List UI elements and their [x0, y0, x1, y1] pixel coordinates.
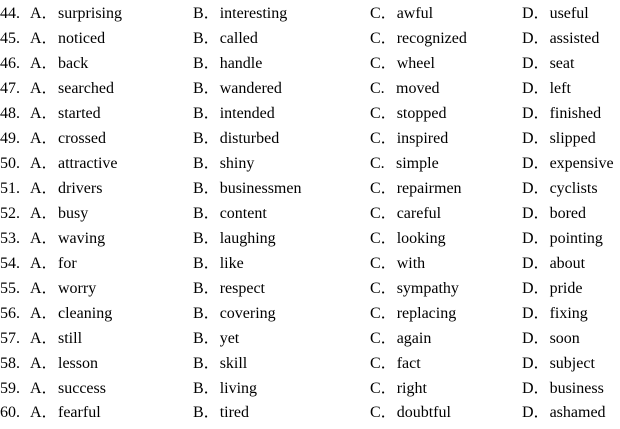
option-d-word: soon [549, 330, 580, 347]
option-c [370, 376, 427, 401]
option-b-word: living [219, 380, 258, 397]
question-row [0, 251, 620, 276]
option-a [30, 201, 88, 226]
option-d-word: pointing [549, 230, 603, 247]
option-b [193, 76, 282, 101]
option-b-word: handle [219, 55, 263, 72]
option-b [193, 351, 247, 376]
option-b [193, 226, 276, 251]
option-d-word: finished [549, 105, 602, 122]
option-a-word: fearful [58, 404, 101, 421]
option-b [193, 376, 257, 401]
question-number: 45. [0, 30, 20, 47]
option-c-word: sympathy [396, 280, 459, 297]
question-number: 47. [0, 80, 20, 97]
option-c-letter: C． [370, 255, 397, 272]
option-c [370, 251, 425, 276]
option-d-letter: D． [522, 5, 550, 22]
option-c-word: moved [396, 80, 440, 97]
option-d-letter: D． [522, 105, 550, 122]
question-row [0, 176, 620, 201]
option-d-word: bored [549, 205, 586, 222]
option-b-letter: B． [193, 330, 220, 347]
option-c [370, 301, 456, 326]
option-a-word: still [58, 330, 83, 347]
option-a [30, 326, 82, 351]
question-number: 51. [0, 180, 20, 197]
option-d [522, 51, 574, 76]
option-d-letter: D． [522, 80, 550, 97]
option-c-letter: C． [370, 105, 397, 122]
option-b [193, 51, 262, 76]
option-b-letter: B． [193, 105, 220, 122]
question-number: 48. [0, 105, 20, 122]
option-a [30, 26, 105, 51]
option-a-letter: A． [30, 155, 58, 172]
option-c [370, 326, 431, 351]
option-c [370, 151, 439, 176]
option-a [30, 251, 77, 276]
question-number: 50. [0, 155, 20, 172]
option-d [522, 26, 599, 51]
option-b-word: interesting [219, 5, 288, 22]
option-c [370, 101, 446, 126]
option-d [522, 126, 596, 151]
option-d-letter: D． [522, 55, 550, 72]
option-c-word: right [396, 380, 427, 397]
option-c [370, 176, 462, 201]
option-c-word: fact [396, 355, 421, 372]
option-c [370, 26, 467, 51]
option-c [370, 51, 435, 76]
option-c-word: inspired [396, 130, 449, 147]
option-a-word: crossed [58, 130, 106, 147]
option-a-letter: A． [30, 255, 58, 272]
question-number: 54. [0, 255, 20, 272]
option-a [30, 1, 122, 26]
option-b-word: shiny [219, 155, 255, 172]
option-b [193, 1, 287, 26]
question-row [0, 276, 620, 301]
option-d-letter: D． [522, 230, 550, 247]
option-c [370, 126, 448, 151]
option-b-word: respect [219, 280, 265, 297]
option-d-word: fixing [549, 305, 588, 322]
option-c [370, 276, 459, 301]
option-d-letter: D． [522, 205, 550, 222]
question-number: 58. [0, 355, 20, 372]
option-a [30, 226, 105, 251]
option-d-letter: D． [522, 355, 550, 372]
option-c-word: wheel [396, 55, 435, 72]
question-row [0, 400, 620, 425]
question-number: 53. [0, 230, 20, 247]
option-d-word: left [549, 80, 571, 97]
question-number: 59. [0, 380, 20, 397]
question-number: 44. [0, 5, 20, 22]
option-b [193, 126, 279, 151]
option-b-word: wandered [219, 80, 282, 97]
option-a [30, 276, 96, 301]
option-a [30, 126, 106, 151]
option-d-letter: D． [522, 380, 550, 397]
option-c [370, 201, 441, 226]
option-b [193, 301, 276, 326]
option-a-word: surprising [58, 5, 122, 22]
option-c-letter: C． [370, 305, 397, 322]
option-b-word: skill [219, 355, 248, 372]
question-number: 56. [0, 305, 20, 322]
option-a-letter: A． [30, 205, 58, 222]
option-c-word: repairmen [396, 180, 462, 197]
option-b-letter: B． [193, 280, 220, 297]
option-d-word: pride [549, 280, 583, 297]
option-d-letter: D． [522, 30, 550, 47]
option-d-letter: D． [522, 404, 550, 421]
question-row [0, 226, 620, 251]
option-b-letter: B． [193, 55, 220, 72]
option-b-letter: B． [193, 404, 220, 421]
option-b-word: tired [219, 404, 250, 421]
option-a-letter: A． [30, 80, 58, 97]
option-d-word: ashamed [549, 404, 606, 421]
option-d-word: business [549, 380, 604, 397]
option-c-word: with [396, 255, 426, 272]
option-c-word: recognized [396, 30, 467, 47]
option-a-letter: A． [30, 280, 58, 297]
option-a [30, 301, 112, 326]
option-d [522, 400, 606, 425]
option-a-word: searched [58, 80, 114, 97]
option-d-word: cyclists [549, 180, 598, 197]
option-c-letter: C． [370, 5, 397, 22]
option-b [193, 151, 254, 176]
question-row [0, 351, 620, 376]
option-d-letter: D． [522, 155, 550, 172]
question-row [0, 76, 620, 101]
option-c-letter: C． [370, 355, 397, 372]
question-row [0, 126, 620, 151]
option-a [30, 351, 98, 376]
option-b-letter: B． [193, 205, 220, 222]
option-d-word: expensive [549, 155, 614, 172]
question-number: 52. [0, 205, 20, 222]
option-a-letter: A． [30, 55, 58, 72]
option-b-word: intended [219, 105, 275, 122]
option-a-letter: A． [30, 30, 58, 47]
option-c-letter: C． [370, 30, 397, 47]
option-a-letter: A． [30, 230, 58, 247]
option-b-word: covering [219, 305, 276, 322]
option-c-word: stopped [396, 105, 447, 122]
option-a-letter: A． [30, 130, 58, 147]
option-b-word: called [219, 30, 258, 47]
option-a-letter: A． [30, 180, 58, 197]
option-d-word: assisted [549, 30, 600, 47]
option-b [193, 251, 244, 276]
option-b-letter: B． [193, 30, 220, 47]
option-b [193, 176, 301, 201]
option-a-word: busy [58, 205, 89, 222]
option-b [193, 26, 258, 51]
option-b-word: content [219, 205, 267, 222]
option-b-letter: B． [193, 230, 220, 247]
question-row [0, 51, 620, 76]
option-a-letter: A． [30, 5, 58, 22]
option-d-word: seat [549, 55, 575, 72]
option-d-letter: D． [522, 130, 550, 147]
option-a [30, 76, 114, 101]
option-d-word: useful [549, 5, 589, 22]
option-a-word: drivers [58, 180, 103, 197]
option-a-word: worry [58, 280, 97, 297]
option-b-word: like [219, 255, 244, 272]
option-a [30, 400, 101, 425]
option-c-word: careful [396, 205, 442, 222]
option-b [193, 276, 265, 301]
option-a-word: waving [58, 230, 106, 247]
option-d [522, 326, 580, 351]
option-c [370, 351, 421, 376]
option-d-letter: D． [522, 330, 550, 347]
option-d [522, 251, 585, 276]
option-a-letter: A． [30, 305, 58, 322]
option-c-word: looking [396, 230, 446, 247]
option-d [522, 1, 589, 26]
option-a-word: for [58, 255, 77, 272]
option-b [193, 101, 275, 126]
option-d [522, 301, 588, 326]
question-number: 49. [0, 130, 20, 147]
option-c-letter: C． [370, 230, 397, 247]
option-b-word: yet [219, 330, 240, 347]
option-c [370, 76, 440, 101]
option-c-word: awful [396, 5, 434, 22]
option-b-letter: B． [193, 355, 220, 372]
option-d-letter: D． [522, 255, 550, 272]
option-a-word: cleaning [58, 305, 113, 322]
question-row [0, 101, 620, 126]
option-d [522, 376, 604, 401]
option-d-letter: D． [522, 280, 550, 297]
option-a [30, 176, 102, 201]
question-row [0, 1, 620, 26]
option-b-letter: B． [193, 180, 220, 197]
option-c-word: again [396, 330, 432, 347]
option-d-word: about [549, 255, 586, 272]
option-a-word: back [58, 55, 89, 72]
option-d [522, 76, 571, 101]
option-a-word: noticed [58, 30, 106, 47]
question-number: 46. [0, 55, 20, 72]
option-a-word: started [58, 105, 101, 122]
question-row [0, 201, 620, 226]
option-b-letter: B． [193, 80, 220, 97]
option-c-letter: C． [370, 280, 397, 297]
option-c-word: replacing [396, 305, 457, 322]
option-c-letter: C. [370, 155, 385, 172]
option-a-letter: A． [30, 404, 58, 421]
option-a-letter: A． [30, 330, 58, 347]
option-c-letter: C． [370, 205, 397, 222]
question-number: 57. [0, 330, 20, 347]
option-a-word: lesson [58, 355, 98, 372]
option-d-word: subject [549, 355, 595, 372]
option-d [522, 151, 614, 176]
option-c-word: simple [396, 155, 439, 172]
option-b [193, 400, 249, 425]
option-d [522, 101, 601, 126]
option-c-letter: C． [370, 404, 397, 421]
question-row [0, 151, 620, 176]
question-row [0, 26, 620, 51]
option-a-word: success [58, 380, 106, 397]
option-a-word: attractive [58, 155, 118, 172]
option-c [370, 226, 446, 251]
option-b-letter: B． [193, 155, 220, 172]
option-b-letter: B． [193, 130, 220, 147]
option-c [370, 1, 433, 26]
option-c-word: doubtful [396, 404, 451, 421]
option-c-letter: C． [370, 380, 397, 397]
question-row [0, 376, 620, 401]
option-c-letter: C． [370, 130, 397, 147]
option-c [370, 400, 451, 425]
option-c-letter: C. [370, 80, 385, 97]
option-b [193, 201, 267, 226]
question-row [0, 326, 620, 351]
option-c-letter: C． [370, 55, 397, 72]
option-d-letter: D． [522, 305, 550, 322]
option-b-letter: B． [193, 5, 220, 22]
option-b-word: laughing [219, 230, 276, 247]
option-b-letter: B． [193, 380, 220, 397]
option-c-letter: C． [370, 330, 397, 347]
option-b-letter: B． [193, 305, 220, 322]
option-c-letter: C． [370, 180, 397, 197]
option-d [522, 201, 586, 226]
option-b-word: businessmen [219, 180, 302, 197]
option-d-letter: D． [522, 180, 550, 197]
option-a [30, 151, 118, 176]
option-d [522, 351, 595, 376]
option-a-letter: A． [30, 355, 58, 372]
question-row [0, 301, 620, 326]
option-d [522, 276, 582, 301]
option-a-letter: A． [30, 380, 58, 397]
option-b-word: disturbed [219, 130, 280, 147]
option-a [30, 101, 101, 126]
option-b-letter: B． [193, 255, 220, 272]
option-b [193, 326, 239, 351]
option-d [522, 226, 603, 251]
option-d [522, 176, 598, 201]
option-a [30, 51, 88, 76]
question-number: 60. [0, 404, 20, 421]
question-number: 55. [0, 280, 20, 297]
option-d-word: slipped [549, 130, 596, 147]
option-a-letter: A． [30, 105, 58, 122]
option-a [30, 376, 106, 401]
